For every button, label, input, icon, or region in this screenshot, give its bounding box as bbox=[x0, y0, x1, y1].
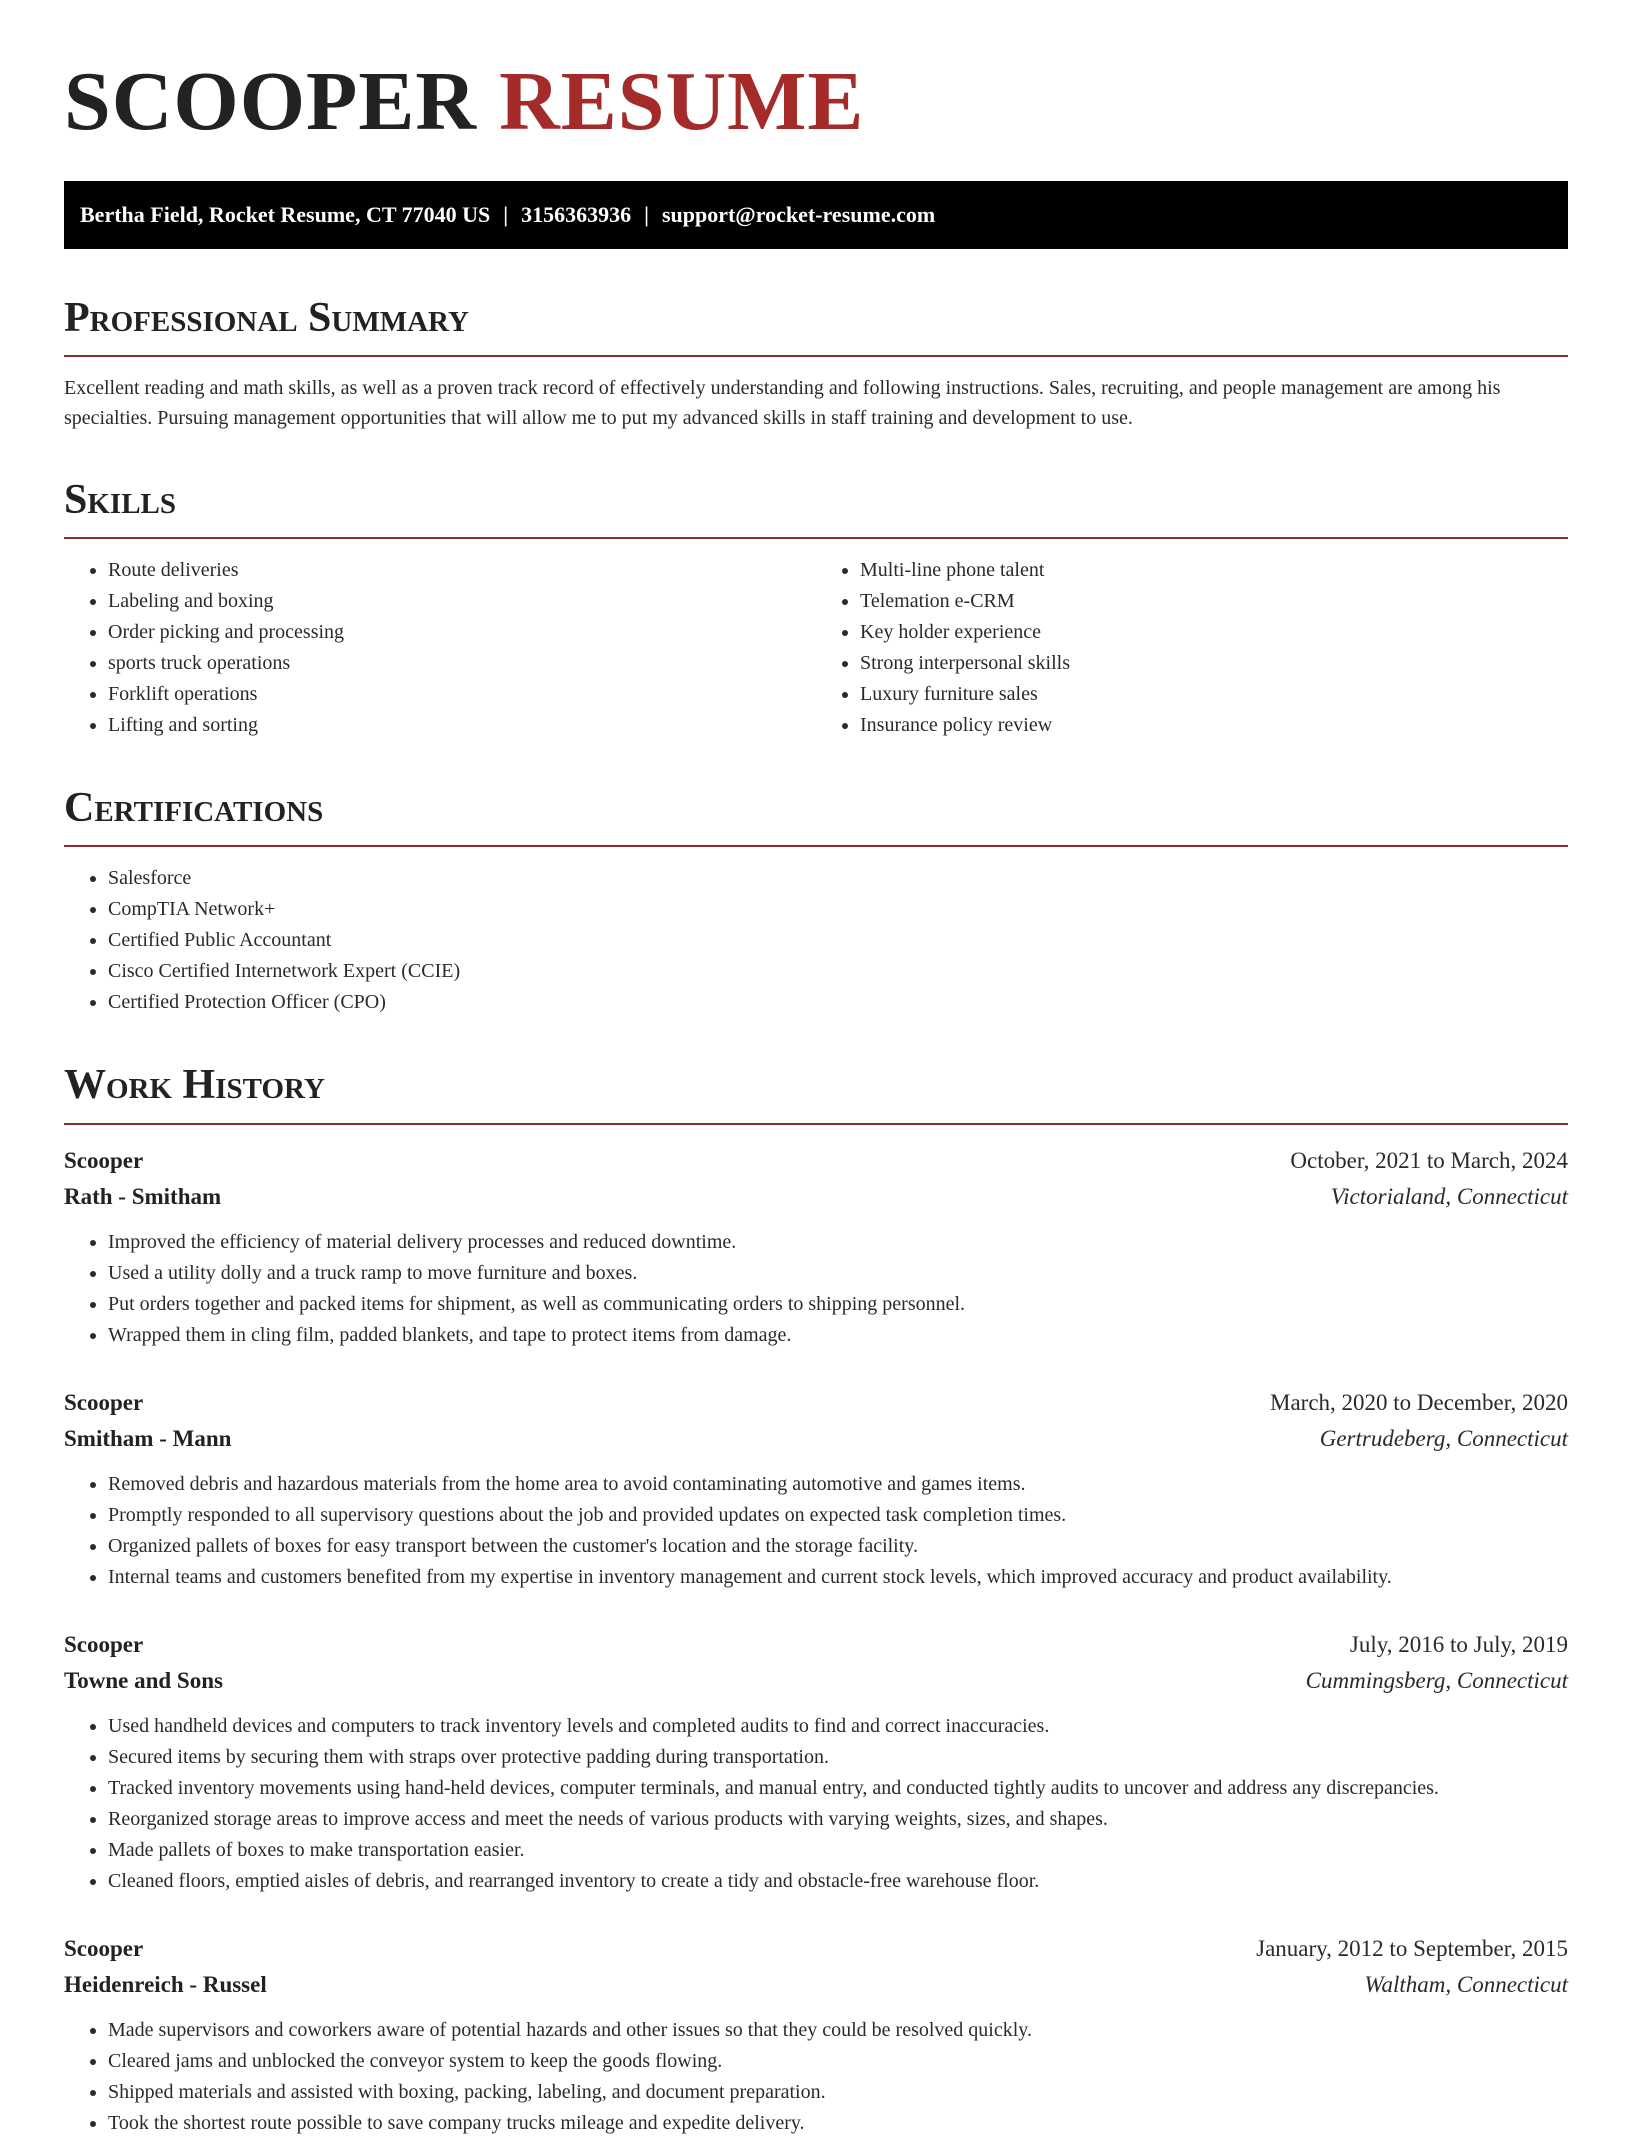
job-company: Rath - Smitham bbox=[64, 1183, 222, 1209]
job-row-bottom bbox=[64, 1967, 1568, 2003]
job-title: Scooper bbox=[64, 1935, 144, 1961]
title-name: SCOOPER bbox=[64, 55, 478, 148]
job-row-top bbox=[64, 1143, 1568, 1179]
skills-list-right bbox=[816, 555, 1568, 741]
skill-item: • Route deliveries bbox=[108, 555, 816, 586]
job-dates: July, 2016 to July, 2019 bbox=[1349, 1631, 1568, 1657]
contact-bar bbox=[64, 181, 1568, 249]
resume-title bbox=[64, 52, 1568, 153]
job-bullet: • Shipped materials and assisted with boxing, packing, labeling, and document preparation. bbox=[108, 2077, 1568, 2108]
job-entry bbox=[64, 1931, 1568, 2139]
job-row-bottom bbox=[64, 1179, 1568, 1215]
job-bullet: • Organized pallets of boxes for easy transport between the customer's location and the storage facility. bbox=[108, 1531, 1568, 1562]
skill-item: • Insurance policy review bbox=[860, 710, 1568, 741]
contact-phone: 3156363936 bbox=[521, 201, 632, 227]
contact-email: support@rocket-resume.com bbox=[661, 201, 936, 227]
job-company: Heidenreich - Russel bbox=[64, 1971, 267, 1997]
contact-separator: | bbox=[644, 201, 649, 227]
job-bullet: • Cleared jams and unblocked the conveyor system to keep the goods flowing. bbox=[108, 2046, 1568, 2077]
certification-item: • CompTIA Network+ bbox=[108, 894, 1568, 925]
job-bullet: • Cleaned floors, emptied aisles of debris, and rearranged inventory to create a tidy and obstacle-free warehouse floor. bbox=[108, 1866, 1568, 1897]
summary-heading: Professional Summary bbox=[64, 295, 1568, 357]
job-row-bottom bbox=[64, 1663, 1568, 1699]
job-bullet: • Made pallets of boxes to make transportation easier. bbox=[108, 1835, 1568, 1866]
skill-item: • Multi-line phone talent bbox=[860, 555, 1568, 586]
work-history-list bbox=[64, 1143, 1568, 2139]
skill-item: • Telemation e-CRM bbox=[860, 586, 1568, 617]
job-bullet: • Put orders together and packed items for shipment, as well as communicating orders to shipping personnel. bbox=[108, 1289, 1568, 1320]
job-company: Towne and Sons bbox=[64, 1667, 223, 1693]
job-location: Waltham, Connecticut bbox=[1364, 1971, 1568, 1997]
job-bullet: • Secured items by securing them with straps over protective padding during transportation. bbox=[108, 1742, 1568, 1773]
job-location: Cummingsberg, Connecticut bbox=[1305, 1667, 1568, 1693]
skills-heading: Skills bbox=[64, 477, 1568, 539]
job-bullets bbox=[64, 1711, 1568, 1897]
job-dates: March, 2020 to December, 2020 bbox=[1270, 1389, 1568, 1415]
skill-item: • Labeling and boxing bbox=[108, 586, 816, 617]
skill-item: • Luxury furniture sales bbox=[860, 679, 1568, 710]
job-company: Smitham - Mann bbox=[64, 1425, 232, 1451]
work-history-heading: Work History bbox=[64, 1062, 1568, 1124]
certification-item: • Cisco Certified Internetwork Expert (CCIE) bbox=[108, 956, 1568, 987]
job-bullet: • Reorganized storage areas to improve access and meet the needs of various products with varying weights, sizes, and shapes. bbox=[108, 1804, 1568, 1835]
job-bullet: • Improved the efficiency of material delivery processes and reduced downtime. bbox=[108, 1227, 1568, 1258]
job-location: Victorialand, Connecticut bbox=[1330, 1183, 1568, 1209]
certifications-heading: Certifications bbox=[64, 785, 1568, 847]
certification-item: • Certified Public Accountant bbox=[108, 925, 1568, 956]
job-bullets bbox=[64, 1227, 1568, 1351]
job-bullet: • Removed debris and hazardous materials from the home area to avoid contaminating automotive and games items. bbox=[108, 1469, 1568, 1500]
skill-item: • Forklift operations bbox=[108, 679, 816, 710]
job-bullet: • Used a utility dolly and a truck ramp to move furniture and boxes. bbox=[108, 1258, 1568, 1289]
job-row-top bbox=[64, 1931, 1568, 1967]
contact-address: Bertha Field, Rocket Resume, CT 77040 US bbox=[80, 201, 491, 227]
job-dates: October, 2021 to March, 2024 bbox=[1290, 1147, 1568, 1173]
contact-separator: | bbox=[503, 201, 509, 227]
job-title: Scooper bbox=[64, 1631, 144, 1657]
job-bullet: • Used handheld devices and computers to track inventory levels and completed audits to find and correct inaccuracies. bbox=[108, 1711, 1568, 1742]
job-title: Scooper bbox=[64, 1147, 144, 1173]
job-dates: January, 2012 to September, 2015 bbox=[1256, 1935, 1568, 1961]
job-bullet: • Wrapped them in cling film, padded blankets, and tape to protect items from damage. bbox=[108, 1320, 1568, 1351]
job-title: Scooper bbox=[64, 1389, 144, 1415]
job-entry bbox=[64, 1385, 1568, 1593]
skill-item: • Order picking and processing bbox=[108, 617, 816, 648]
job-bullet: • Took the shortest route possible to save company trucks mileage and expedite delivery. bbox=[108, 2108, 1568, 2139]
job-bullet: • Promptly responded to all supervisory questions about the job and provided updates on expected task completion times. bbox=[108, 1500, 1568, 1531]
skill-item: • sports truck operations bbox=[108, 648, 816, 679]
job-entry bbox=[64, 1143, 1568, 1351]
certification-item: • Salesforce bbox=[108, 863, 1568, 894]
job-bullet: • Internal teams and customers benefited from my expertise in inventory management and current stock levels, which improved accuracy and product availability. bbox=[108, 1562, 1568, 1593]
job-location: Gertrudeberg, Connecticut bbox=[1319, 1425, 1568, 1451]
job-row-top bbox=[64, 1385, 1568, 1421]
skills-grid bbox=[64, 539, 1568, 741]
certification-item: • Certified Protection Officer (CPO) bbox=[108, 987, 1568, 1018]
job-entry bbox=[64, 1627, 1568, 1897]
job-row-top bbox=[64, 1627, 1568, 1663]
job-bullets bbox=[64, 1469, 1568, 1593]
skill-item: • Lifting and sorting bbox=[108, 710, 816, 741]
job-bullet: • Tracked inventory movements using hand-held devices, computer terminals, and manual entry, and conducted tightly audits to uncover and address any discrepancies. bbox=[108, 1773, 1568, 1804]
job-row-bottom bbox=[64, 1421, 1568, 1457]
certifications-list bbox=[64, 863, 1568, 1018]
job-bullet: • Made supervisors and coworkers aware of potential hazards and other issues so that they could be resolved quickly. bbox=[108, 2015, 1568, 2046]
title-accent: RESUME bbox=[499, 55, 865, 148]
summary-text: Excellent reading and math skills, as well as a proven track record of effectively understanding and following instructions. Sales, recruiting, and people management are among his specialties. Pursuing management opportunities that will allow me to put my advanced skills in staff training and development to use. bbox=[64, 376, 1501, 429]
skills-list-left bbox=[64, 555, 816, 741]
skill-item: • Strong interpersonal skills bbox=[860, 648, 1568, 679]
job-bullets bbox=[64, 2015, 1568, 2139]
skill-item: • Key holder experience bbox=[860, 617, 1568, 648]
